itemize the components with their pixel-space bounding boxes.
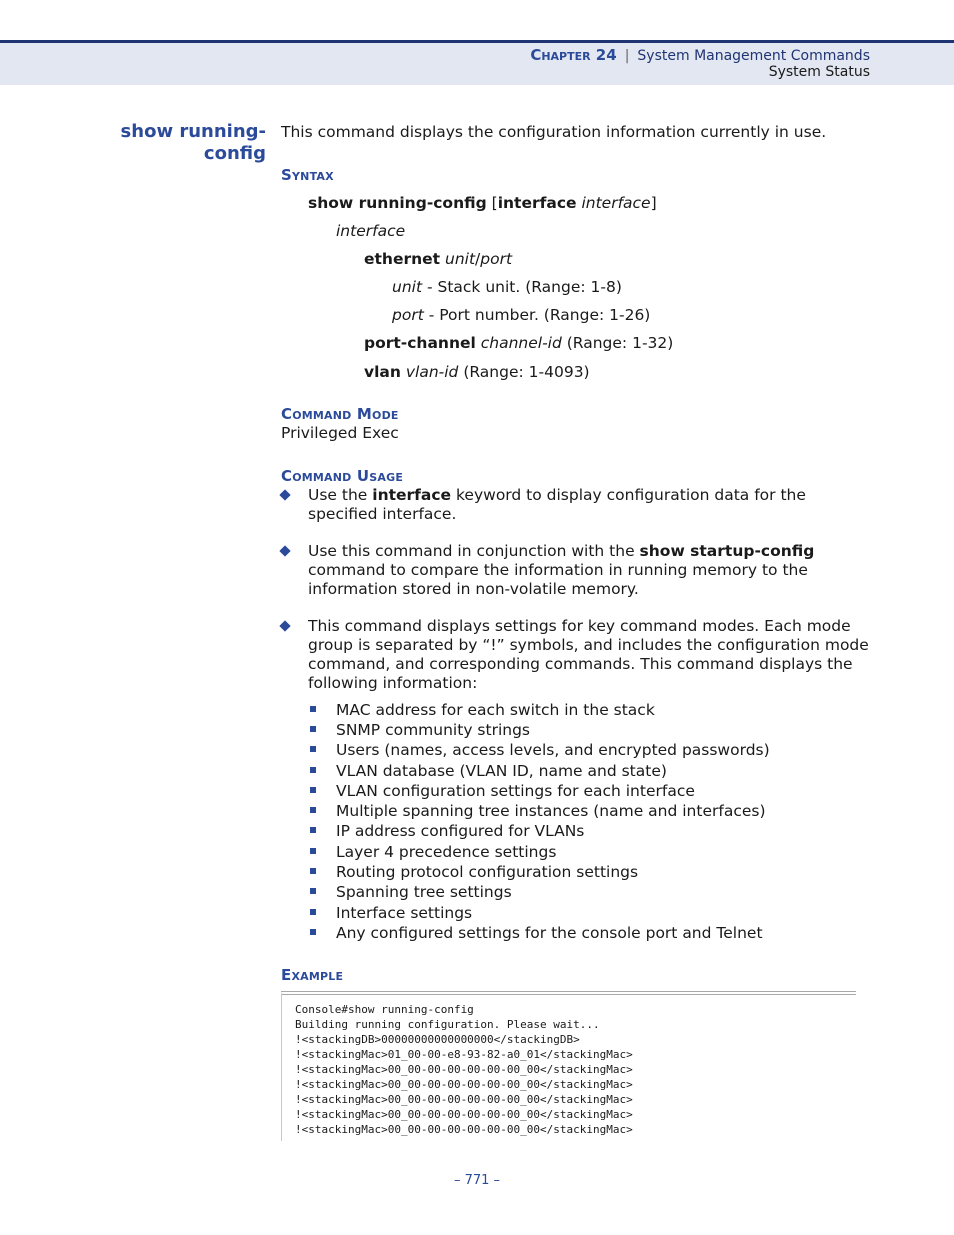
square-bullet-icon — [310, 888, 316, 894]
usage-b1-post: keyword to display configuration data for the specified interface. — [308, 486, 806, 523]
diamond-bullet-icon — [279, 545, 290, 556]
list-item: Routing protocol configuration settings — [336, 863, 639, 881]
code-line: !<stackingMac>00_00-00-00-00-00-00_00</stackingMac> — [295, 1108, 633, 1121]
ethernet-port: port — [480, 250, 513, 268]
command-title-line2: config — [203, 143, 266, 164]
usage-b2-post: command to compare the information in running memory to the information stored in non-volatile memory. — [308, 561, 808, 598]
list-item: MAC address for each switch in the stack — [336, 701, 655, 719]
square-bullet-icon — [310, 787, 316, 793]
param-vlan — [364, 363, 590, 381]
syntax-open-bracket: [ — [486, 194, 498, 212]
code-line: Building running configuration. Please wait... — [295, 1018, 600, 1031]
param-unit — [392, 278, 622, 296]
command-title-line1: show running- — [120, 121, 266, 142]
square-bullet-icon — [310, 706, 316, 712]
list-item: Layer 4 precedence settings — [336, 843, 557, 861]
square-bullet-icon — [310, 767, 316, 773]
port-desc: - Port number. (Range: 1-26) — [423, 306, 651, 324]
usage-bullet-1 — [308, 486, 873, 524]
square-bullet-icon — [310, 848, 316, 854]
usage-bullet-3: This command displays settings for key command modes. Each mode group is separated by “!” symbols, and includes the configuration mode command, and corresponding commands. This command displays the following information: — [308, 617, 869, 692]
code-line: Console#show running-config — [295, 1003, 474, 1016]
list-item: IP address configured for VLANs — [336, 822, 585, 840]
syntax-line — [308, 194, 657, 212]
chapter-number: Chapter 24 — [530, 46, 617, 64]
list-item: Spanning tree settings — [336, 883, 512, 901]
port-arg: port — [392, 306, 424, 324]
unit-desc: - Stack unit. (Range: 1-8) — [422, 278, 622, 296]
list-item: Any configured settings for the console port and Telnet — [336, 924, 763, 942]
square-bullet-icon — [310, 746, 316, 752]
ethernet-keyword: ethernet — [364, 250, 441, 268]
list-item: Users (names, access levels, and encrypted passwords) — [336, 741, 770, 759]
usage-bullet-2 — [308, 542, 873, 599]
syntax-close-bracket: ] — [650, 194, 657, 212]
param-ethernet — [364, 250, 512, 268]
diamond-bullet-icon — [279, 620, 290, 631]
chapter-title: System Management Commands — [637, 48, 870, 64]
code-line: !<stackingMac>00_00-00-00-00-00-00_00</stackingMac> — [295, 1063, 633, 1076]
syntax-interface-arg: interface — [581, 194, 651, 212]
syntax-heading: Syntax — [281, 166, 334, 184]
param-port-channel — [364, 334, 673, 352]
vlan-range: (Range: 1-4093) — [458, 363, 590, 381]
command-description: This command displays the configuration information currently in use. — [281, 123, 827, 141]
list-item: SNMP community strings — [336, 721, 530, 739]
list-item: Multiple spanning tree instances (name and interfaces) — [336, 802, 766, 820]
code-line: !<stackingDB>00000000000000000</stackingDB> — [295, 1033, 580, 1046]
square-bullet-icon — [310, 807, 316, 813]
usage-b1-pre: Use the — [308, 486, 373, 504]
square-bullet-icon — [310, 868, 316, 874]
vlan-keyword: vlan — [364, 363, 401, 381]
code-line: !<stackingMac>00_00-00-00-00-00-00_00</stackingMac> — [295, 1123, 633, 1136]
header-section: System Status — [768, 64, 870, 80]
code-line: !<stackingMac>00_00-00-00-00-00-00_00</stackingMac> — [295, 1078, 633, 1091]
unit-arg: unit — [392, 278, 423, 296]
vlan-arg: vlan-id — [405, 363, 459, 381]
header-chapter-line — [530, 46, 870, 64]
usage-b1-bold: interface — [372, 486, 452, 504]
port-channel-keyword: port-channel — [364, 334, 476, 352]
port-channel-range: (Range: 1-32) — [561, 334, 674, 352]
param-interface — [336, 222, 405, 240]
header-separator: | — [624, 48, 630, 64]
square-bullet-icon — [310, 726, 316, 732]
param-port — [392, 306, 650, 324]
page-number: – 771 – — [453, 1173, 501, 1188]
syntax-interface-keyword: interface — [497, 194, 577, 212]
command-mode-heading: Command Mode — [281, 405, 399, 423]
square-bullet-icon — [310, 929, 316, 935]
list-item: VLAN configuration settings for each interface — [336, 782, 695, 800]
list-item: Interface settings — [336, 904, 473, 922]
syntax-command: show running-config — [308, 194, 487, 212]
param-interface-label: interface — [336, 222, 406, 240]
example-code — [295, 1002, 633, 1137]
list-item: VLAN database (VLAN ID, name and state) — [336, 762, 667, 780]
ethernet-slash: / — [475, 250, 481, 268]
code-line: !<stackingMac>00_00-00-00-00-00-00_00</stackingMac> — [295, 1093, 633, 1106]
usage-b2-pre: Use this command in conjunction with the — [308, 542, 640, 560]
command-usage-heading: Command Usage — [281, 467, 404, 485]
example-heading: Example — [281, 966, 344, 984]
usage-b2-bold: show startup-config — [639, 542, 815, 560]
square-bullet-icon — [310, 909, 316, 915]
ethernet-unit: unit — [445, 250, 476, 268]
diamond-bullet-icon — [279, 489, 290, 500]
command-title — [121, 121, 266, 165]
command-mode-value: Privileged Exec — [281, 424, 399, 442]
square-bullet-icon — [310, 827, 316, 833]
port-channel-arg: channel-id — [480, 334, 562, 352]
code-line: !<stackingMac>01_00-00-e8-93-82-a0_01</stackingMac> — [295, 1048, 633, 1061]
